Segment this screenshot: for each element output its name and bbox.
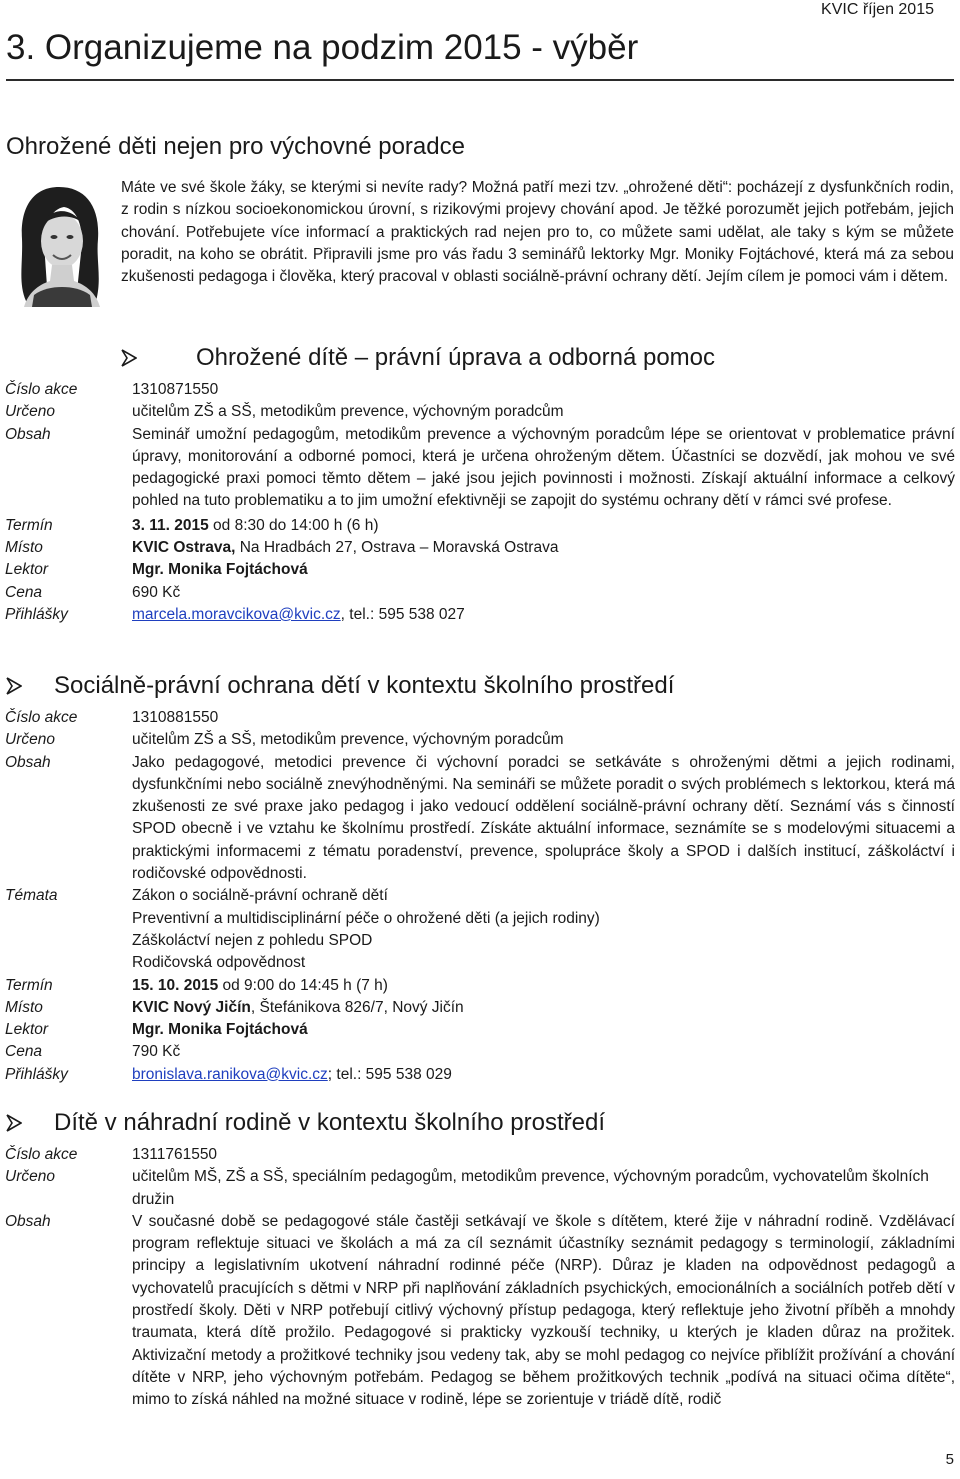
course1-cislo: 1310871550 (132, 381, 219, 398)
intro-text-2: Potřebujete více informací a praktických rad nejen pro to, co můžete sami udělat, ale taky s kým se můžete poradit, na koho se obrátit. (121, 223, 954, 263)
course1-row-lektor (5, 559, 955, 581)
course2-temata (132, 885, 955, 974)
course2-row-cislo (5, 707, 955, 729)
course2-topic: Preventivní a multidisciplinární péče o ohrožené děti (a jejich rodiny) (132, 909, 600, 927)
course1-row-obsah (5, 424, 955, 513)
course3-cislo: 1311761550 (132, 1146, 218, 1163)
course2-lektor: Mgr. Monika Fojtáchová (132, 1021, 308, 1039)
label-lektor: Lektor (5, 1021, 49, 1039)
course1-row-misto (5, 537, 955, 559)
page-number: 5 (945, 1451, 954, 1468)
course2-email-link[interactable]: bronislava.ranikova@kvic.cz (132, 1065, 328, 1083)
label-termin: Termín (5, 516, 53, 534)
label-cislo-akce: Číslo akce (5, 381, 78, 398)
course2-title: Sociálně-právní ochrana dětí v kontextu školního prostředí (54, 672, 675, 699)
course3-obsah: V současné době se pedagogové stále častěji setkávají ve škole s dítětem, které žije v náhradní rodině. Vzdělávací program reflektuje situaci ve školách a má za cíl seznámit účastníky seznámit pedagogy s terminologií, základními principy a legislativním ukotvení náhradní rodinné péče (NRP). Důraz je kladen na odpovědnost pedagogů a vychovatelů pracujících s dětmi v NRP při naplňování základních psychických, emocionálních a sociálních potřeb dětí v prostředí školy. Děti v NRP potřebují citlivý výchovný přístup pedagoga, který reflektuje jeho životní příběh a mnohdy traumata, která dítě prožilo. Pedagogové si prakticky vyzkouší techniky, u kterých je kladen důraz na prožitek. Aktivizační metody a prožitkové techniky jsou vedeny tak, aby se mohl pedagog co nejvíce přiblížit prožívání a chování dítěte v NRP, jeho výchovným potřebám. Pedagog se během prožitkových technik „podívá na situaci očima dítěte“, mimo to získá náhled na možné situace v rodině, lépe se zorientuje v triádě dítě, rodič (132, 1212, 955, 1409)
chapter-title: 3. Organizujeme na podzim 2015 - výběr (6, 28, 954, 81)
label-prihlasky: Přihlášky (5, 605, 68, 623)
course2-topic: Zákon o sociálně-právní ochraně dětí (132, 887, 388, 905)
course1-misto (132, 537, 955, 559)
label-urceno: Určeno (5, 731, 55, 749)
course2-row-lektor (5, 1019, 955, 1041)
course1-email-link[interactable]: marcela.moravcikova@kvic.cz (132, 605, 341, 623)
course1-title: Ohrožené dítě – právní úprava a odborná pomoc (196, 344, 715, 371)
course2-topic: Rodičovská odpovědnost (132, 954, 306, 972)
label-urceno: Určeno (5, 403, 55, 421)
arrowhead-bullet-icon (121, 349, 137, 367)
course1-prihlasky (132, 604, 955, 626)
course2-topic: Záškoláctví nejen z pohledu SPOD (132, 931, 373, 949)
section-title: Ohrožené děti nejen pro výchovné poradce (6, 133, 465, 160)
intro-paragraph (121, 177, 954, 288)
course2-misto-venue: KVIC Nový Jičín (132, 998, 251, 1016)
course2-details (5, 707, 955, 1086)
course2-row-cena (5, 1041, 955, 1063)
course3-row-urceno (5, 1166, 955, 1211)
label-obsah: Obsah (5, 753, 51, 771)
label-lektor: Lektor (5, 561, 49, 579)
course2-termin-date: 15. 10. 2015 (132, 976, 219, 994)
course2-urceno: učitelům ZŠ a SŠ, metodikům prevence, výchovným poradcům (132, 731, 564, 749)
running-header: KVIC říjen 2015 (821, 1, 934, 18)
course2-row-temata (5, 885, 955, 974)
course2-row-termin (5, 975, 955, 997)
course2-phone: ; tel.: 595 538 029 (327, 1065, 452, 1083)
arrowhead-bullet-icon (6, 1114, 22, 1132)
course2-misto (132, 997, 955, 1019)
course1-termin (132, 515, 955, 537)
course2-row-prihlasky (5, 1064, 955, 1086)
label-urceno: Určeno (5, 1168, 55, 1186)
course2-cislo: 1310881550 (132, 709, 219, 726)
label-obsah: Obsah (5, 425, 51, 443)
course1-row-cena (5, 582, 955, 604)
course1-row-urceno (5, 401, 955, 423)
label-cislo-akce: Číslo akce (5, 1146, 78, 1163)
course3-urceno: učitelům MŠ, ZŠ a SŠ, speciálním pedagogům, metodikům prevence, výchovným poradcům, vychovatelům školních družin (132, 1168, 929, 1208)
course1-urceno: učitelům ZŠ a SŠ, metodikům prevence, výchovným poradcům (132, 403, 564, 421)
course3-heading (6, 1105, 954, 1141)
course2-prihlasky (132, 1064, 955, 1086)
intro-text-1: Máte ve své škole žáky, se kterými si nevíte rady? Možná patří mezi tzv. „ohrožené děti“: pocházejí z dysfunkčních rodin, z rodin s nízkou socioekonomickou úrovní, s rizikovými projevy chování apod. Je těžké porozumět jejich potřebám, jejich chování. (121, 179, 954, 241)
intro-text-3: Připravili jsme pro vás řadu 3 seminářů lektorky Mgr. Moniky Fojtáchové, která má za sebou zkušenosti pedagoga i člověka, který pracoval v oblasti sociálně-právní ochrany dětí. Jejím cílem je pomoci vám i dětem. (121, 245, 954, 286)
course3-title: Dítě v náhradní rodině v kontextu školního prostředí (54, 1109, 605, 1136)
course2-termin (132, 975, 955, 997)
course2-row-obsah (5, 752, 955, 886)
course1-row-termin (5, 515, 955, 537)
course2-misto-address: , Štefánikova 826/7, Nový Jičín (250, 998, 464, 1016)
course1-row-cislo (5, 379, 955, 401)
course1-phone: , tel.: 595 538 027 (340, 605, 465, 623)
course2-cena: 790 Kč (132, 1043, 181, 1061)
label-misto: Místo (5, 539, 43, 557)
label-cena: Cena (5, 583, 43, 601)
label-prihlasky: Přihlášky (5, 1065, 68, 1083)
course1-details (5, 379, 955, 626)
course1-misto-address: Na Hradbách 27, Ostrava – Moravská Ostrava (235, 539, 559, 557)
course3-row-cislo (5, 1144, 955, 1166)
label-misto: Místo (5, 998, 43, 1016)
course2-row-urceno (5, 729, 955, 751)
course1-termin-time: od 8:30 do 14:00 h (6 h) (208, 516, 379, 534)
course1-cena: 690 Kč (132, 583, 181, 601)
course1-lektor: Mgr. Monika Fojtáchová (132, 561, 308, 579)
course1-misto-venue: KVIC Ostrava, (132, 539, 236, 557)
label-termin: Termín (5, 976, 53, 994)
course1-termin-date: 3. 11. 2015 (132, 516, 209, 534)
arrowhead-bullet-icon (6, 677, 22, 695)
course3-details (5, 1144, 955, 1412)
label-cena: Cena (5, 1043, 43, 1061)
course2-termin-time: od 9:00 do 14:45 h (7 h) (218, 976, 388, 994)
course2-obsah: Jako pedagogové, metodici prevence či výchovní poradci se setkáváte s ohroženými dětmi a jejich rodinami, dysfunkčními nebo sociálně znevýhodněnými. Na semináři se můžete poradit o svých problémech s lektorkou, která má zkušenosti ze své praxe jako pedagog i jako vedoucí oddělení sociálně-právní ochrany dětí. Seznámí vás s činností SPOD obecně i ve vztahu ke školnímu prostředí. Získáte aktuální informace, seznámíte se s modelovými situacemi a praktickými informacemi z tématu poradenství, prevence, spolupráce školy a SPOD i dalších institucí, záškoláctví i rodičovské odpovědnosti. (132, 753, 955, 883)
course2-heading (6, 668, 954, 704)
course1-obsah: Seminář umožní pedagogům, metodikům prevence a výchovným poradcům lépe se orientovat v problematice právní úpravy, monitorování a odborné pomoci, která je určena ohroženým dětem. Účastníci se dozvědí, jak mohou ve své pedagogické praxi pomoci těmto dětem – jaké jsou jejich povinnosti i možnosti. Získají aktuální informace a celkový pohled na tuto problematiku a to jim umožní efektivněji se zapojit do systému ochrany dětí v rámci své profese. (132, 425, 955, 510)
label-cislo-akce: Číslo akce (5, 709, 78, 726)
course1-row-prihlasky (5, 604, 955, 626)
course2-row-misto (5, 997, 955, 1019)
course3-row-obsah (5, 1211, 955, 1412)
lecturer-photo (12, 183, 106, 307)
label-obsah: Obsah (5, 1212, 51, 1230)
label-temata: Témata (5, 887, 58, 905)
